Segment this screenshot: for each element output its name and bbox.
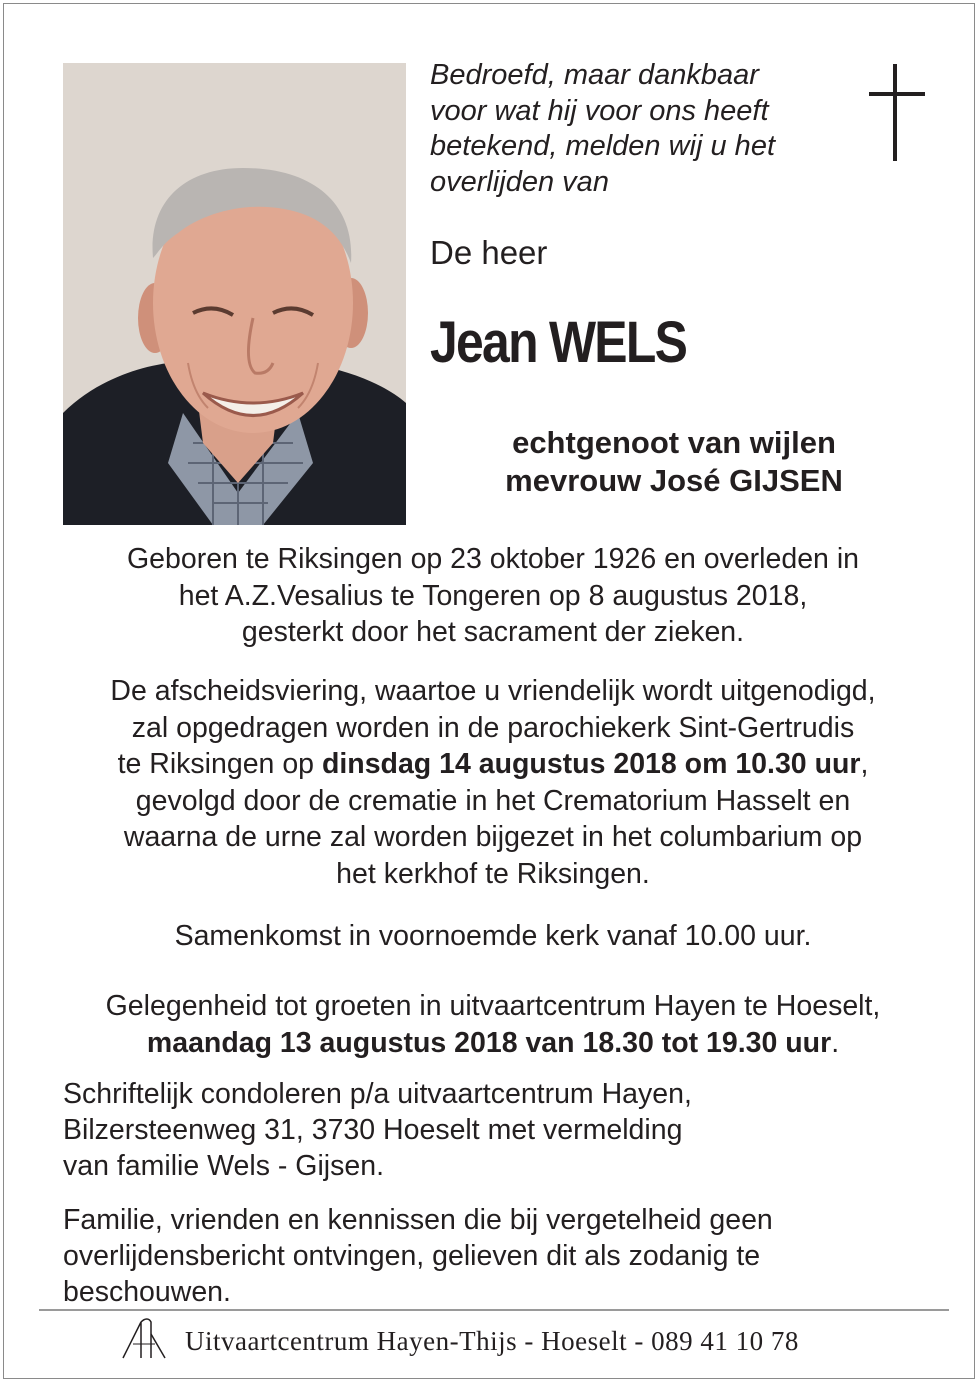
ceremony-line: gevolgd door de crematie in het Crematorium Hasselt en: [135, 784, 851, 817]
funeral-notice-card: [3, 3, 975, 1379]
ceremony-paragraph: [34, 673, 952, 892]
visitation-paragraph: [34, 988, 952, 1061]
intro-line: betekend, melden wij u het: [430, 130, 775, 162]
family-notice-line: overlijdensbericht ontvingen, gelieven dit als zodanig te: [63, 1240, 761, 1272]
ceremony-line: De afscheidsviering, waartoe u vriendelijk wordt uitgenodigd,: [110, 675, 876, 707]
intro-line: Bedroefd, maar dankbaar: [430, 59, 759, 91]
ceremony-line: zal opgedragen worden in de parochiekerk Sint-Gertrudis: [131, 711, 855, 744]
footer-contact: Uitvaartcentrum Hayen-Thijs - Hoeselt - 089 41 10 78: [185, 1326, 799, 1356]
visitation-line-suffix: .: [831, 1026, 840, 1059]
condolence-line: Bilzersteenweg 31, 3730 Hoeselt met vermelding: [63, 1114, 683, 1146]
ceremony-line: waarna de urne zal worden bijgezet in het columbarium op: [123, 821, 863, 853]
footer-divider: [39, 1309, 949, 1311]
visitation-datetime: maandag 13 augustus 2018 van 18.30 tot 19.30 uur: [146, 1026, 832, 1059]
ceremony-line-suffix: ,: [860, 748, 869, 780]
deceased-name: Jean WELS: [430, 310, 687, 375]
visitation-line: Gelegenheid tot groeten in uitvaartcentrum Hayen te Hoeselt,: [105, 990, 881, 1022]
birth-line: het A.Z.Vesalius te Tongeren op 8 augustus 2018,: [178, 579, 808, 612]
intro-line: overlijden van: [430, 165, 609, 198]
ceremony-datetime: dinsdag 14 augustus 2018 om 10.30 uur: [321, 748, 861, 780]
gathering-text: Samenkomst in voornoemde kerk vanaf 10.00 uur.: [174, 920, 812, 952]
spouse-info: [414, 424, 934, 500]
condolence-line: van familie Wels - Gijsen.: [63, 1150, 384, 1182]
cross-icon: [866, 64, 928, 164]
family-notice-line: beschouwen.: [63, 1276, 231, 1308]
birth-death-paragraph: [34, 541, 952, 651]
portrait-illustration: [63, 63, 406, 525]
portrait-photo: [63, 63, 406, 525]
condolence-paragraph: [63, 1076, 923, 1184]
condolence-line: Schriftelijk condoleren p/a uitvaartcentrum Hayen,: [63, 1078, 692, 1110]
birth-line: Geboren te Riksingen op 23 oktober 1926 en overleden in: [126, 543, 859, 575]
ceremony-line: het kerkhof te Riksingen.: [336, 857, 650, 890]
birth-line: gesterkt door het sacrament der zieken.: [241, 616, 745, 648]
salutation: De heer: [430, 234, 548, 271]
spouse-line: echtgenoot van wijlen: [512, 425, 836, 460]
ceremony-line-prefix: te Riksingen op: [117, 748, 322, 780]
footer: [119, 1314, 919, 1369]
hayen-thijs-logo-icon: [119, 1314, 169, 1364]
family-notice-line: Familie, vrienden en kennissen die bij vergetelheid geen: [63, 1204, 773, 1236]
family-notice-paragraph: [63, 1202, 923, 1310]
intro-text: [430, 58, 850, 200]
spouse-line: mevrouw José GIJSEN: [505, 463, 843, 498]
intro-line: voor wat hij voor ons heeft: [430, 94, 769, 127]
